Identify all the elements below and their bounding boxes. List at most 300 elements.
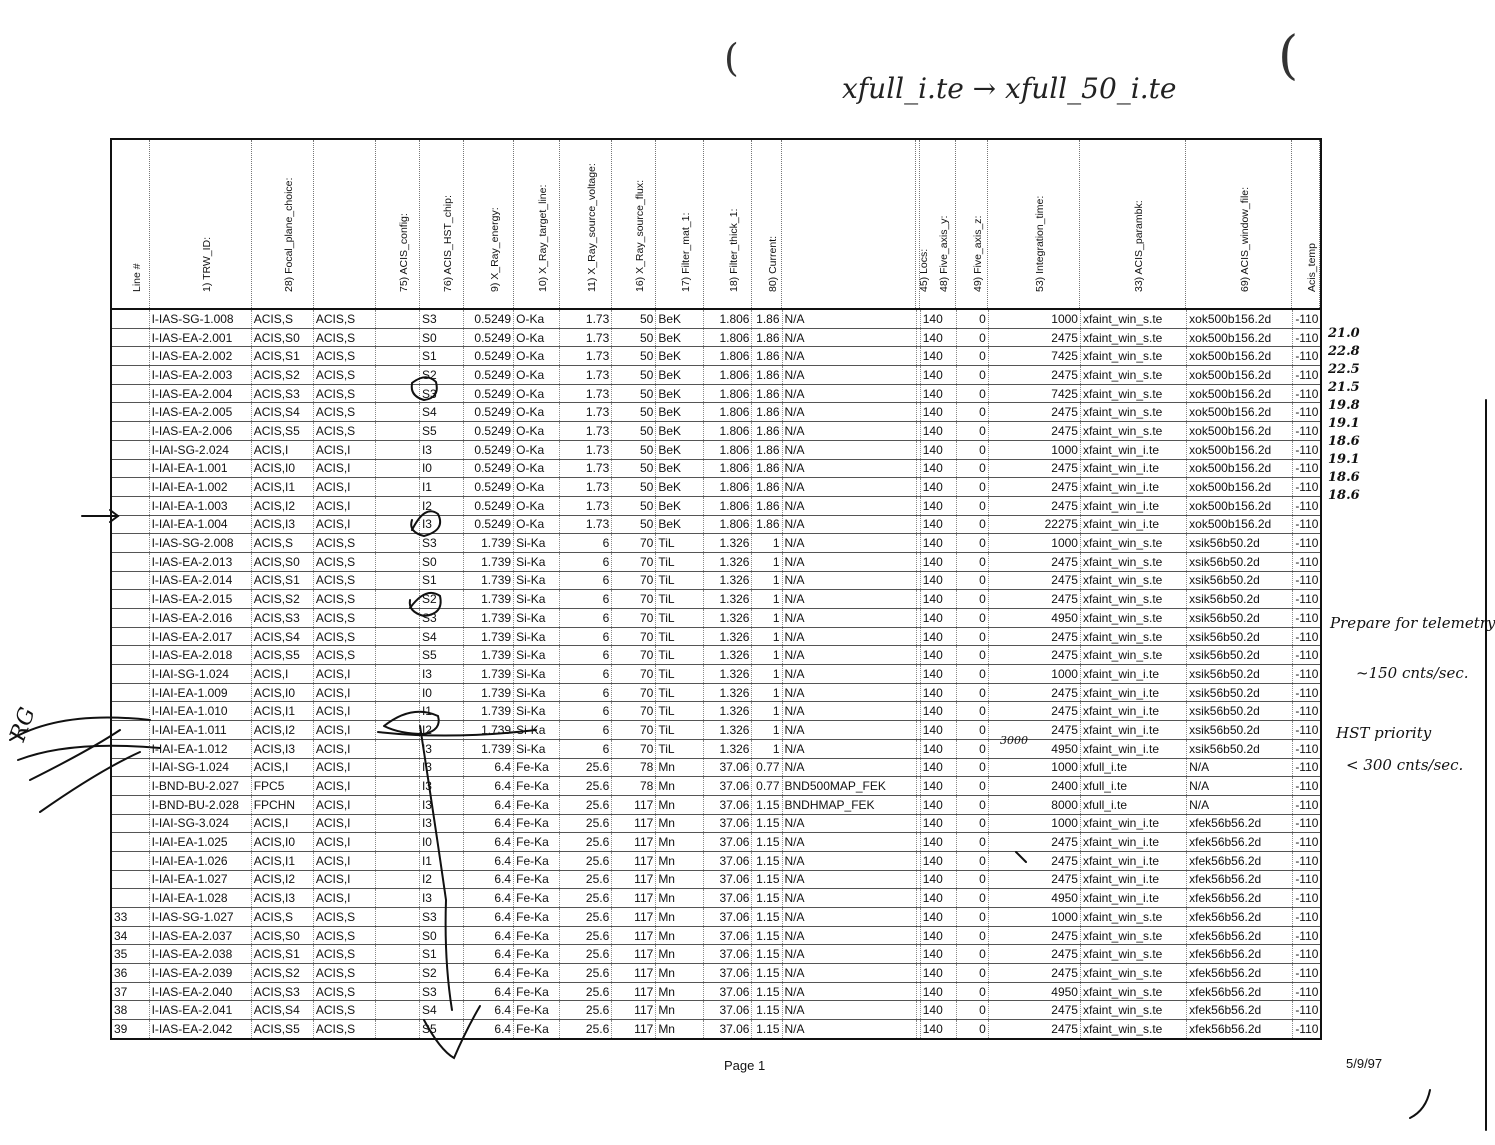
table-cell: 0.5249 [464, 422, 514, 441]
table-cell: 140 [920, 889, 956, 908]
table-cell: 0.5249 [464, 515, 514, 534]
table-cell: xfaint_win_s.te [1080, 552, 1186, 571]
table-cell: 1.73 [560, 328, 612, 347]
header-cell [376, 140, 420, 310]
table-cell: 22275 [988, 515, 1080, 534]
table-cell: I-IAS-EA-2.040 [149, 982, 251, 1001]
table-cell: 1.806 [704, 366, 752, 385]
table-cell [111, 422, 149, 441]
table-cell: N/A [782, 347, 916, 366]
header-label: 18) Filter_thick_1: [727, 208, 740, 292]
table-cell [375, 889, 419, 908]
table-cell: xfaint_win_s.te [1080, 908, 1186, 927]
inline-note-integration: 3000 [1000, 734, 1028, 747]
table-cell: 140 [920, 496, 956, 515]
table-cell: 140 [920, 814, 956, 833]
header-cell [956, 140, 988, 310]
table-cell [375, 440, 419, 459]
table-cell [375, 515, 419, 534]
table-cell: 1.739 [464, 609, 514, 628]
table-cell: ACIS,S [313, 926, 375, 945]
table-cell: 1.806 [704, 515, 752, 534]
table-cell: I1 [419, 478, 463, 497]
table-cell: 6.4 [464, 795, 514, 814]
table-cell: 1.806 [704, 403, 752, 422]
table-cell: I-IAI-EA-1.003 [149, 496, 251, 515]
table-cell: N/A [782, 459, 916, 478]
margin-note: 18.6 [1328, 470, 1360, 485]
table-cell: -110 [1293, 1020, 1321, 1039]
table-cell: ACIS,S0 [251, 552, 313, 571]
table-cell [111, 814, 149, 833]
table-cell: -110 [1293, 945, 1321, 964]
table-cell: 2475 [988, 478, 1080, 497]
table-row [111, 982, 1321, 1001]
table-cell: I-IAI-EA-1.026 [149, 851, 251, 870]
table-cell: xsik56b50.2d [1187, 609, 1293, 628]
table-cell: TiL [656, 683, 704, 702]
table-cell: Mn [656, 814, 704, 833]
footer-page-number: Page 1 [724, 1058, 766, 1073]
table-cell: 6.4 [464, 1020, 514, 1039]
table-cell: O-Ka [514, 440, 560, 459]
table-cell: 1.86 [752, 384, 782, 403]
table-cell: -110 [1293, 739, 1321, 758]
table-cell: 25.6 [560, 777, 612, 796]
table-cell: I-IAS-SG-1.027 [149, 908, 251, 927]
table-cell: xfek56b56.2d [1187, 1020, 1293, 1039]
table-cell: 140 [920, 964, 956, 983]
table-cell: 1.739 [464, 534, 514, 553]
table-cell: ACIS,S [251, 534, 313, 553]
table-cell: -110 [1293, 814, 1321, 833]
data-table [110, 308, 1322, 1040]
table-cell: 1.73 [560, 347, 612, 366]
header-cell [782, 140, 916, 310]
table-cell: xfek56b56.2d [1187, 982, 1293, 1001]
table-cell: 1.15 [752, 926, 782, 945]
table-cell: TiL [656, 552, 704, 571]
table-cell [375, 1020, 419, 1039]
table-cell: I3 [419, 665, 463, 684]
table-cell: 1.806 [704, 478, 752, 497]
table-cell: I3 [419, 739, 463, 758]
table-cell: Fe-Ka [514, 777, 560, 796]
table-row [111, 814, 1321, 833]
table-cell: ACIS,S2 [251, 964, 313, 983]
table-cell: ACIS,S [313, 552, 375, 571]
table-cell: 140 [920, 758, 956, 777]
table-cell [111, 590, 149, 609]
table-cell: ACIS,I [313, 851, 375, 870]
table-cell: 1000 [988, 758, 1080, 777]
table-cell: 1.739 [464, 665, 514, 684]
header-label: 45) Locs: [917, 248, 930, 292]
table-cell: Si-Ka [514, 552, 560, 571]
table-cell: 50 [612, 422, 656, 441]
table-cell: 2475 [988, 851, 1080, 870]
table-cell [111, 496, 149, 515]
table-cell: 6 [560, 665, 612, 684]
table-cell: 2475 [988, 1001, 1080, 1020]
table-cell: xfaint_win_i.te [1080, 739, 1186, 758]
table-cell: I-IAI-SG-2.024 [149, 440, 251, 459]
table-row [111, 403, 1321, 422]
table-cell: S1 [419, 945, 463, 964]
table-cell [375, 347, 419, 366]
table-cell: 6.4 [464, 833, 514, 852]
table-cell: 50 [612, 403, 656, 422]
table-cell: S3 [419, 309, 463, 328]
table-cell: xfaint_win_i.te [1080, 478, 1186, 497]
table-cell: ACIS,I [313, 795, 375, 814]
table-row [111, 515, 1321, 534]
table-cell: 25.6 [560, 758, 612, 777]
table-cell: 1 [752, 534, 782, 553]
table-cell: 117 [612, 982, 656, 1001]
table-cell: -110 [1293, 833, 1321, 852]
table-cell: BeK [656, 309, 704, 328]
table-cell: -110 [1293, 403, 1321, 422]
table-cell: 0 [956, 683, 988, 702]
table-cell [375, 571, 419, 590]
table-cell: ACIS,I2 [251, 721, 313, 740]
margin-note: 19.8 [1328, 398, 1360, 413]
table-cell: N/A [782, 964, 916, 983]
table-cell: 1.86 [752, 422, 782, 441]
table-row [111, 384, 1321, 403]
table-cell: 2475 [988, 870, 1080, 889]
table-cell: xfaint_win_i.te [1080, 721, 1186, 740]
table-cell: N/A [782, 328, 916, 347]
table-cell: -110 [1293, 571, 1321, 590]
table-cell: xok500b156.2d [1187, 478, 1293, 497]
table-cell: Fe-Ka [514, 1020, 560, 1039]
table-cell: 0 [956, 515, 988, 534]
table-cell: xok500b156.2d [1187, 422, 1293, 441]
table-row [111, 609, 1321, 628]
table-cell: ACIS,S [313, 627, 375, 646]
table-cell: 0 [956, 982, 988, 1001]
table-cell [375, 702, 419, 721]
table-cell: 6 [560, 590, 612, 609]
table-cell: Mn [656, 870, 704, 889]
table-cell: ACIS,S [313, 534, 375, 553]
table-cell: N/A [782, 571, 916, 590]
table-cell [375, 627, 419, 646]
table-cell: 1.15 [752, 889, 782, 908]
table-cell: xfaint_win_i.te [1080, 851, 1186, 870]
table-cell: ACIS,I0 [251, 833, 313, 852]
table-cell [111, 665, 149, 684]
table-cell: Si-Ka [514, 590, 560, 609]
table-cell: 1.86 [752, 496, 782, 515]
table-cell: 1 [752, 609, 782, 628]
table-cell [375, 366, 419, 385]
table-cell [111, 552, 149, 571]
table-cell: xsik56b50.2d [1187, 552, 1293, 571]
table-cell: I-IAS-EA-2.006 [149, 422, 251, 441]
table-cell: O-Ka [514, 403, 560, 422]
table-cell: Si-Ka [514, 721, 560, 740]
table-cell: xfaint_win_s.te [1080, 328, 1186, 347]
table-cell: Mn [656, 945, 704, 964]
table-cell: 0 [956, 908, 988, 927]
table-cell: 50 [612, 347, 656, 366]
left-scribble-3 [30, 730, 120, 780]
header-cell [1186, 140, 1292, 310]
table-row [111, 459, 1321, 478]
table-cell [375, 758, 419, 777]
table-cell: 1 [752, 571, 782, 590]
table-cell [375, 683, 419, 702]
table-cell: 6 [560, 609, 612, 628]
table-cell: xok500b156.2d [1187, 366, 1293, 385]
table-cell: 37.06 [704, 908, 752, 927]
table-cell: N/A [782, 851, 916, 870]
table-cell: I-IAS-EA-2.037 [149, 926, 251, 945]
table-cell [375, 945, 419, 964]
table-cell: O-Ka [514, 309, 560, 328]
table-cell: 140 [920, 590, 956, 609]
header-cell [464, 140, 514, 310]
table-cell: -110 [1293, 758, 1321, 777]
table-cell: 0 [956, 609, 988, 628]
table-cell: 0 [956, 478, 988, 497]
table-cell [375, 721, 419, 740]
table-cell: 6.4 [464, 889, 514, 908]
table-cell: Mn [656, 1001, 704, 1020]
table-cell: xfull_i.te [1080, 758, 1186, 777]
table-cell: I-IAS-EA-2.005 [149, 403, 251, 422]
table-cell: 1.326 [704, 534, 752, 553]
table-cell: 0.5249 [464, 328, 514, 347]
table-cell: xfaint_win_i.te [1080, 889, 1186, 908]
table-cell [375, 552, 419, 571]
header-cell [1080, 140, 1186, 310]
table-cell: S5 [419, 422, 463, 441]
table-cell: I-IAS-EA-2.014 [149, 571, 251, 590]
table-cell: ACIS,I0 [251, 459, 313, 478]
table-cell [111, 459, 149, 478]
table-cell: xfaint_win_s.te [1080, 609, 1186, 628]
table-cell: 70 [612, 646, 656, 665]
table-cell: ACIS,S [313, 366, 375, 385]
table-cell: 6 [560, 683, 612, 702]
table-cell: N/A [782, 627, 916, 646]
side-note-hst-priority: HST priority [1336, 724, 1432, 742]
table-cell: ACIS,S [313, 403, 375, 422]
table-cell: BeK [656, 478, 704, 497]
table-cell: 50 [612, 515, 656, 534]
table-cell: 4950 [988, 889, 1080, 908]
table-cell: 25.6 [560, 795, 612, 814]
table-cell: 0 [956, 646, 988, 665]
table-cell: Fe-Ka [514, 814, 560, 833]
table-cell: I1 [419, 702, 463, 721]
table-cell: I-IAI-EA-1.010 [149, 702, 251, 721]
table-cell: 1.86 [752, 459, 782, 478]
table-cell: 1.326 [704, 739, 752, 758]
header-label: 9) X_Ray_energy: [488, 207, 501, 292]
table-cell: S5 [419, 1020, 463, 1039]
table-cell: 117 [612, 1001, 656, 1020]
table-cell: 2475 [988, 571, 1080, 590]
table-cell: N/A [1187, 777, 1293, 796]
table-cell: 1.326 [704, 571, 752, 590]
table-cell: Fe-Ka [514, 889, 560, 908]
table-cell: 0 [956, 833, 988, 852]
table-cell: xsik56b50.2d [1187, 739, 1293, 758]
table-cell: -110 [1293, 422, 1321, 441]
table-cell: xok500b156.2d [1187, 515, 1293, 534]
table-cell: 0 [956, 496, 988, 515]
table-cell: O-Ka [514, 366, 560, 385]
table-cell: 2475 [988, 422, 1080, 441]
table-cell: 117 [612, 926, 656, 945]
table-cell: I-IAS-EA-2.013 [149, 552, 251, 571]
table-cell: N/A [782, 534, 916, 553]
table-cell: 1.326 [704, 721, 752, 740]
table-cell: 1.739 [464, 721, 514, 740]
table-cell [111, 721, 149, 740]
table-row [111, 478, 1321, 497]
table-cell: Mn [656, 982, 704, 1001]
table-row [111, 851, 1321, 870]
table-cell [111, 870, 149, 889]
table-cell: ACIS,S [313, 571, 375, 590]
table-cell: I-IAS-SG-1.008 [149, 309, 251, 328]
table-cell: 1 [752, 721, 782, 740]
table-cell: 50 [612, 496, 656, 515]
table-cell: 1.86 [752, 309, 782, 328]
table-cell: ACIS,I [313, 758, 375, 777]
table-cell: 50 [612, 478, 656, 497]
table-cell: 1.15 [752, 1020, 782, 1039]
table-cell: 6.4 [464, 814, 514, 833]
table-cell: xfaint_win_s.te [1080, 964, 1186, 983]
table-cell: 0 [956, 571, 988, 590]
table-cell [375, 328, 419, 347]
table-cell: ACIS,I2 [251, 870, 313, 889]
table-cell: 37.06 [704, 777, 752, 796]
table-cell: O-Ka [514, 515, 560, 534]
table-cell: 117 [612, 870, 656, 889]
table-cell: 140 [920, 422, 956, 441]
table-cell: xfaint_win_s.te [1080, 366, 1186, 385]
table-cell: 1.15 [752, 945, 782, 964]
table-cell: 36 [111, 964, 149, 983]
table-cell: I3 [419, 758, 463, 777]
table-cell: 0 [956, 347, 988, 366]
table-cell: S4 [419, 403, 463, 422]
table-cell: ACIS,I [251, 814, 313, 833]
table-cell: 1.73 [560, 403, 612, 422]
table-cell: Fe-Ka [514, 870, 560, 889]
table-cell: Mn [656, 851, 704, 870]
table-cell: Si-Ka [514, 702, 560, 721]
table-row [111, 422, 1321, 441]
table-cell: 1.326 [704, 552, 752, 571]
table-cell [111, 440, 149, 459]
table-cell: 1000 [988, 814, 1080, 833]
table-cell: TiL [656, 571, 704, 590]
table-cell: xok500b156.2d [1187, 384, 1293, 403]
table-cell: 1.15 [752, 851, 782, 870]
table-cell: 0 [956, 758, 988, 777]
table-cell: I-IAI-EA-1.001 [149, 459, 251, 478]
table-cell: Si-Ka [514, 683, 560, 702]
table-cell: 1.15 [752, 833, 782, 852]
table-cell: Mn [656, 889, 704, 908]
table-cell [111, 309, 149, 328]
table-cell: ACIS,I [313, 702, 375, 721]
table-cell: 4950 [988, 609, 1080, 628]
table-row [111, 777, 1321, 796]
header-label: 17) Filter_mat_1: [679, 212, 692, 292]
table-cell: 2475 [988, 328, 1080, 347]
header-label: 28) Focal_plane_choice: [282, 177, 295, 292]
table-cell: I2 [419, 496, 463, 515]
table-cell: 1.739 [464, 739, 514, 758]
table-cell: ACIS,S [313, 609, 375, 628]
table-cell: I-IAS-EA-2.041 [149, 1001, 251, 1020]
table-cell: 1.73 [560, 440, 612, 459]
table-cell: BeK [656, 366, 704, 385]
table-row [111, 665, 1321, 684]
table-cell: 1 [752, 702, 782, 721]
table-cell [111, 534, 149, 553]
table-cell: xfaint_win_s.te [1080, 309, 1186, 328]
table-cell: 25.6 [560, 1020, 612, 1039]
table-cell: 1.15 [752, 814, 782, 833]
table-cell: 70 [612, 665, 656, 684]
table-row [111, 833, 1321, 852]
table-cell: xfaint_win_i.te [1080, 496, 1186, 515]
table-cell: 140 [920, 366, 956, 385]
table-cell: 37 [111, 982, 149, 1001]
table-cell: -110 [1293, 328, 1321, 347]
margin-note: 21.0 [1328, 326, 1360, 341]
table-cell: 140 [920, 982, 956, 1001]
table-row [111, 1001, 1321, 1020]
table-cell: 140 [920, 721, 956, 740]
handwritten-paren-right: ( [1278, 26, 1299, 86]
table-cell: I-IAI-EA-1.002 [149, 478, 251, 497]
header-cell [752, 140, 782, 310]
table-cell: 140 [920, 627, 956, 646]
table-cell: 140 [920, 926, 956, 945]
table-cell: 1.806 [704, 384, 752, 403]
table-cell: xfaint_win_s.te [1080, 571, 1186, 590]
table-cell: 2475 [988, 945, 1080, 964]
table-cell: 0 [956, 721, 988, 740]
table-cell: 2475 [988, 459, 1080, 478]
table-cell: -110 [1293, 1001, 1321, 1020]
table-cell: 6.4 [464, 982, 514, 1001]
table-cell: I-IAS-EA-2.017 [149, 627, 251, 646]
table-cell: 1000 [988, 309, 1080, 328]
table-cell: TiL [656, 534, 704, 553]
table-cell: N/A [782, 721, 916, 740]
header-label: 49) Five_axis_z: [971, 215, 984, 292]
table-cell: N/A [782, 496, 916, 515]
table-cell [111, 515, 149, 534]
table-cell: S5 [419, 646, 463, 665]
table-cell: ACIS,I [313, 515, 375, 534]
table-cell: ACIS,S [313, 945, 375, 964]
table-cell [375, 926, 419, 945]
